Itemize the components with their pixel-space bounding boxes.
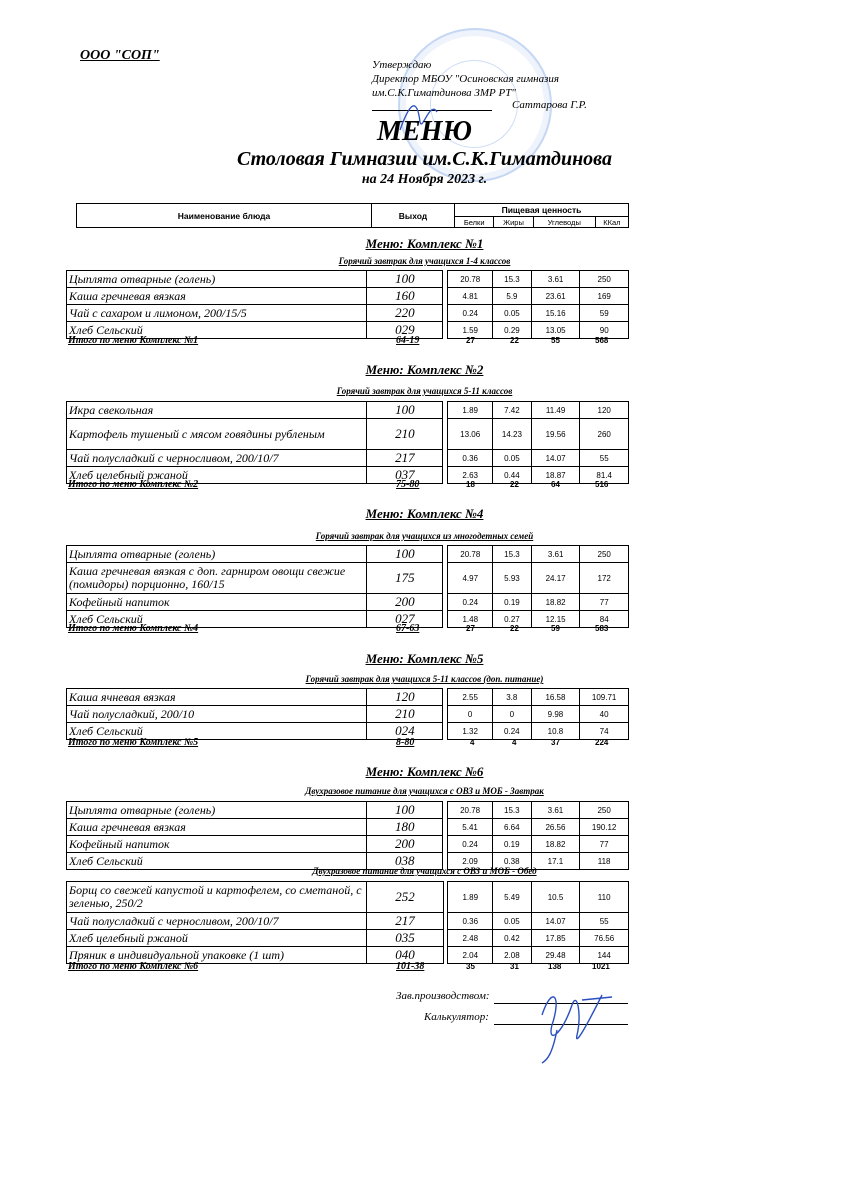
table-row [67,594,629,611]
dish-carbs: 14.07 [531,450,580,467]
dish-protein: 1.59 [448,322,493,339]
page-title: МЕНЮ [377,116,472,147]
dish-fat: 14.23 [493,419,532,450]
table-row [67,819,629,836]
total-carbs: 138 [548,962,562,971]
dish-output: 210 [367,706,443,723]
dish-fat: 0.19 [493,594,532,611]
table-row [67,419,629,450]
production-manager-label: Зав.производством: [396,990,490,1002]
total-label: Итого по меню Комплекс №5 [68,737,199,748]
dish-name: Пряник в индивидуальной упаковке (1 шт) [67,947,367,964]
dish-kcal: 55 [580,450,629,467]
total-protein: 4 [470,738,475,747]
section-subtitle: Горячий завтрак для учащихся 5-11 классов [336,386,513,396]
column-header-table [76,203,629,228]
dish-kcal: 90 [580,322,629,339]
dish-kcal: 40 [580,706,629,723]
dish-output: 100 [367,402,443,419]
dish-carbs: 18.87 [531,467,580,484]
dish-fat: 0.19 [492,836,531,853]
dish-fat: 5.9 [493,288,532,305]
dish-carbs: 16.58 [531,689,580,706]
total-kcal: 224 [595,738,609,747]
dish-protein: 2.63 [448,467,493,484]
dish-output: 217 [367,913,443,930]
dish-carbs: 3.61 [531,802,580,819]
total-kcal: 583 [595,624,609,633]
dish-kcal: 74 [580,723,629,740]
total-output: 101-38 [396,961,425,972]
dish-output: 035 [367,930,443,947]
dish-fat: 6.64 [492,819,531,836]
dish-fat: 5.93 [493,563,532,594]
total-fat: 22 [510,336,519,345]
table-row [67,305,629,322]
section-subtitle: Горячий завтрак для учащихся 5-11 классов (доп. питание) [305,674,544,684]
dish-table [66,401,629,484]
table-row [67,546,629,563]
dish-protein: 5.41 [448,819,493,836]
dish-carbs: 17.1 [531,853,580,870]
dish-output: 200 [367,594,443,611]
dish-fat: 2.08 [493,947,532,964]
total-fat: 22 [510,624,519,633]
section-subtitle: Горячий завтрак для учащихся 1-4 классов [338,256,511,266]
dish-protein: 2.09 [448,853,493,870]
dish-carbs: 13.05 [531,322,580,339]
total-carbs: 64 [551,480,560,489]
dish-protein: 20.78 [448,546,493,563]
dish-output: 217 [367,450,443,467]
calculator-label: Калькулятор: [424,1011,489,1023]
table-row [67,271,629,288]
dish-output: 210 [367,419,443,450]
dish-output: 200 [367,836,443,853]
dish-fat: 15.3 [493,271,532,288]
dish-name: Каша ячневая вязкая [67,689,367,706]
dish-kcal: 250 [580,271,629,288]
dish-kcal: 144 [580,947,629,964]
table-row [67,882,629,913]
dish-carbs: 12.15 [531,611,580,628]
section-total [66,335,629,347]
dish-kcal: 260 [580,419,629,450]
dish-output: 038 [367,853,443,870]
dish-kcal: 84 [580,611,629,628]
dish-protein: 0.24 [448,594,493,611]
canteen-name: Столовая Гимназии им.С.К.Гиматдинова [237,148,612,170]
director-name: Саттарова Г.Р. [512,99,587,111]
dish-kcal: 169 [580,288,629,305]
total-output: 75-80 [396,479,420,490]
dish-carbs: 24.17 [531,563,580,594]
dish-output: 029 [367,322,443,339]
dish-protein: 1.89 [448,402,493,419]
dish-protein: 0 [448,706,493,723]
dish-table [66,270,629,339]
total-protein: 35 [466,962,475,971]
dish-kcal: 120 [580,402,629,419]
dish-carbs: 17.85 [531,930,580,947]
dish-protein: 0.24 [448,836,493,853]
dish-name: Чай с сахаром и лимоном, 200/15/5 [67,305,367,322]
total-protein: 27 [466,336,475,345]
dish-fat: 0.24 [492,723,531,740]
director-title: Директор МБОУ "Осиновская гимназия им.С.К.Гиматдинова ЗМР РТ" [372,73,560,99]
total-carbs: 59 [551,624,560,633]
section-subtitle: Горячий завтрак для учащихся из многодетных семей [315,531,534,541]
dish-output: 120 [367,689,443,706]
dish-protein: 1.48 [448,611,493,628]
dish-carbs: 23.61 [531,288,580,305]
section-title: Меню: Комплекс №1 [365,236,484,251]
dish-name: Хлеб целебный ржаной [67,930,367,947]
dish-output: 180 [367,819,443,836]
dish-output: 100 [367,802,443,819]
dish-protein: 20.78 [448,271,493,288]
dish-output: 100 [367,546,443,563]
dish-kcal: 250 [580,802,629,819]
dish-kcal: 109.71 [580,689,629,706]
section-total [66,479,629,491]
dish-fat: 0.05 [493,450,532,467]
dish-table [66,801,629,870]
dish-name: Чай полусладкий, 200/10 [67,706,367,723]
dish-kcal: 59 [580,305,629,322]
dish-output: 252 [367,882,443,913]
dish-fat: 0.29 [493,322,532,339]
dish-protein: 2.04 [448,947,493,964]
dish-name: Хлеб Сельский [67,853,367,870]
dish-fat: 7.42 [493,402,532,419]
dish-kcal: 190.12 [580,819,629,836]
header-nutrition: Пищевая ценность [455,204,629,217]
dish-protein: 20.78 [448,802,493,819]
dish-table [66,881,629,964]
dish-carbs: 3.61 [531,546,580,563]
dish-name: Кофейный напиток [67,836,367,853]
dish-kcal: 77 [580,594,629,611]
dish-name: Чай полусладкий с черносливом, 200/10/7 [67,450,367,467]
section-subtitle: Двухразовое питание для учащихся с ОВЗ и МОБ - Завтрак [305,786,544,796]
dish-name: Цыплята отварные (голень) [67,271,367,288]
dish-fat: 0.44 [493,467,532,484]
table-row [67,802,629,819]
dish-protein: 13.06 [448,419,493,450]
table-row [67,930,629,947]
dish-protein: 2.55 [448,689,493,706]
dish-kcal: 250 [580,546,629,563]
dish-fat: 0 [492,706,531,723]
dish-fat: 15.3 [493,546,532,563]
header-dish-name: Наименование блюда [77,204,372,228]
dish-table [66,688,629,740]
dish-output: 027 [367,611,443,628]
dish-protein: 1.89 [448,882,493,913]
dish-output: 037 [367,467,443,484]
dish-carbs: 18.82 [531,594,580,611]
dish-protein: 0.36 [448,913,493,930]
dish-kcal: 172 [580,563,629,594]
dish-name: Каша гречневая вязкая [67,819,367,836]
dish-carbs: 26.56 [531,819,580,836]
dish-output: 160 [367,288,443,305]
dish-fat: 0.05 [493,913,532,930]
total-output: 8-80 [396,737,415,748]
dish-fat: 5.49 [493,882,532,913]
header-carbs: Углеводы [533,217,595,228]
dish-name: Хлеб Сельский [67,723,367,740]
dish-carbs: 18.82 [531,836,580,853]
dish-fat: 0.05 [493,305,532,322]
total-label: Итого по меню Комплекс №6 [68,961,199,972]
dish-kcal: 77 [580,836,629,853]
dish-name: Чай полусладкий с черносливом, 200/10/7 [67,913,367,930]
section-title: Меню: Комплекс №6 [365,764,484,779]
dish-name: Цыплята отварные (голень) [67,546,367,563]
menu-date: на 24 Ноября 2023 г. [361,172,488,187]
dish-output: 175 [367,563,443,594]
section-title: Меню: Комплекс №5 [365,651,484,666]
dish-carbs: 15.16 [531,305,580,322]
dish-name: Борщ со свежей капустой и картофелем, со сметаной, с зеленью, 250/2 [67,882,367,913]
header-output: Выход [372,204,455,228]
dish-protein: 2.48 [448,930,493,947]
dish-protein: 1.32 [448,723,493,740]
section-title: Меню: Комплекс №4 [365,506,484,521]
dish-output: 100 [367,271,443,288]
table-row [67,836,629,853]
dish-carbs: 3.61 [531,271,580,288]
total-label: Итого по меню Комплекс №2 [68,479,199,490]
total-kcal: 568 [595,336,609,345]
total-kcal: 1021 [592,962,610,971]
section-title: Меню: Комплекс №2 [365,362,484,377]
dish-carbs: 10.5 [531,882,580,913]
section-total [66,623,629,635]
total-output: 64-19 [396,335,420,346]
dish-carbs: 10.8 [531,723,580,740]
header-protein: Белки [455,217,494,228]
dish-carbs: 19.56 [531,419,580,450]
dish-name: Цыплята отварные (голень) [67,802,367,819]
dish-kcal: 76.56 [580,930,629,947]
dish-name: Кофейный напиток [67,594,367,611]
dish-fat: 0.42 [493,930,532,947]
section-total [66,961,629,973]
dish-carbs: 29.48 [531,947,580,964]
dish-kcal: 81.4 [580,467,629,484]
dish-name: Икра свекольная [67,402,367,419]
table-row [67,563,629,594]
dish-protein: 4.81 [448,288,493,305]
table-row [67,689,629,706]
dish-output: 220 [367,305,443,322]
dish-name: Хлеб Сельский [67,611,367,628]
total-carbs: 55 [551,336,560,345]
footer-signature [522,975,622,1065]
dish-name: Каша гречневая вязкая с доп. гарниром овощи свежие (помидоры) порционно, 160/15 [67,563,367,594]
total-output: 67-63 [396,623,420,634]
table-row [67,450,629,467]
dish-name: Картофель тушеный с мясом говядины рубленым [67,419,367,450]
table-row [67,402,629,419]
dish-output: 040 [367,947,443,964]
dish-name: Хлеб Сельский [67,322,367,339]
dish-name: Каша гречневая вязкая [67,288,367,305]
table-row [67,288,629,305]
dish-fat: 15.3 [492,802,531,819]
total-protein: 27 [466,624,475,633]
dish-carbs: 14.07 [531,913,580,930]
dish-fat: 0.38 [492,853,531,870]
table-row [67,913,629,930]
dish-protein: 4.97 [448,563,493,594]
dish-name: Хлеб целебный ржаной [67,467,367,484]
section-total [66,737,629,749]
table-row [67,706,629,723]
dish-table [66,545,629,628]
total-protein: 18 [466,480,475,489]
header-kcal: ККал [595,217,628,228]
dish-kcal: 118 [580,853,629,870]
total-label: Итого по меню Комплекс №4 [68,623,199,634]
organization-name: ООО "СОП" [80,48,160,63]
dish-kcal: 55 [580,913,629,930]
dish-protein: 0.36 [448,450,493,467]
section-subtitle: Двухразовое питание для учащихся с ОВЗ и МОБ - Обед [312,866,537,876]
dish-kcal: 110 [580,882,629,913]
total-kcal: 516 [595,480,609,489]
dish-fat: 3.8 [492,689,531,706]
dish-carbs: 9.98 [531,706,580,723]
total-carbs: 37 [551,738,560,747]
total-label: Итого по меню Комплекс №1 [68,335,199,346]
total-fat: 4 [512,738,517,747]
dish-protein: 0.24 [448,305,493,322]
header-fat: Жиры [494,217,533,228]
approval-label: Утверждаю [372,59,432,71]
total-fat: 22 [510,480,519,489]
dish-output: 024 [367,723,443,740]
dish-fat: 0.27 [493,611,532,628]
total-fat: 31 [510,962,519,971]
dish-carbs: 11.49 [531,402,580,419]
